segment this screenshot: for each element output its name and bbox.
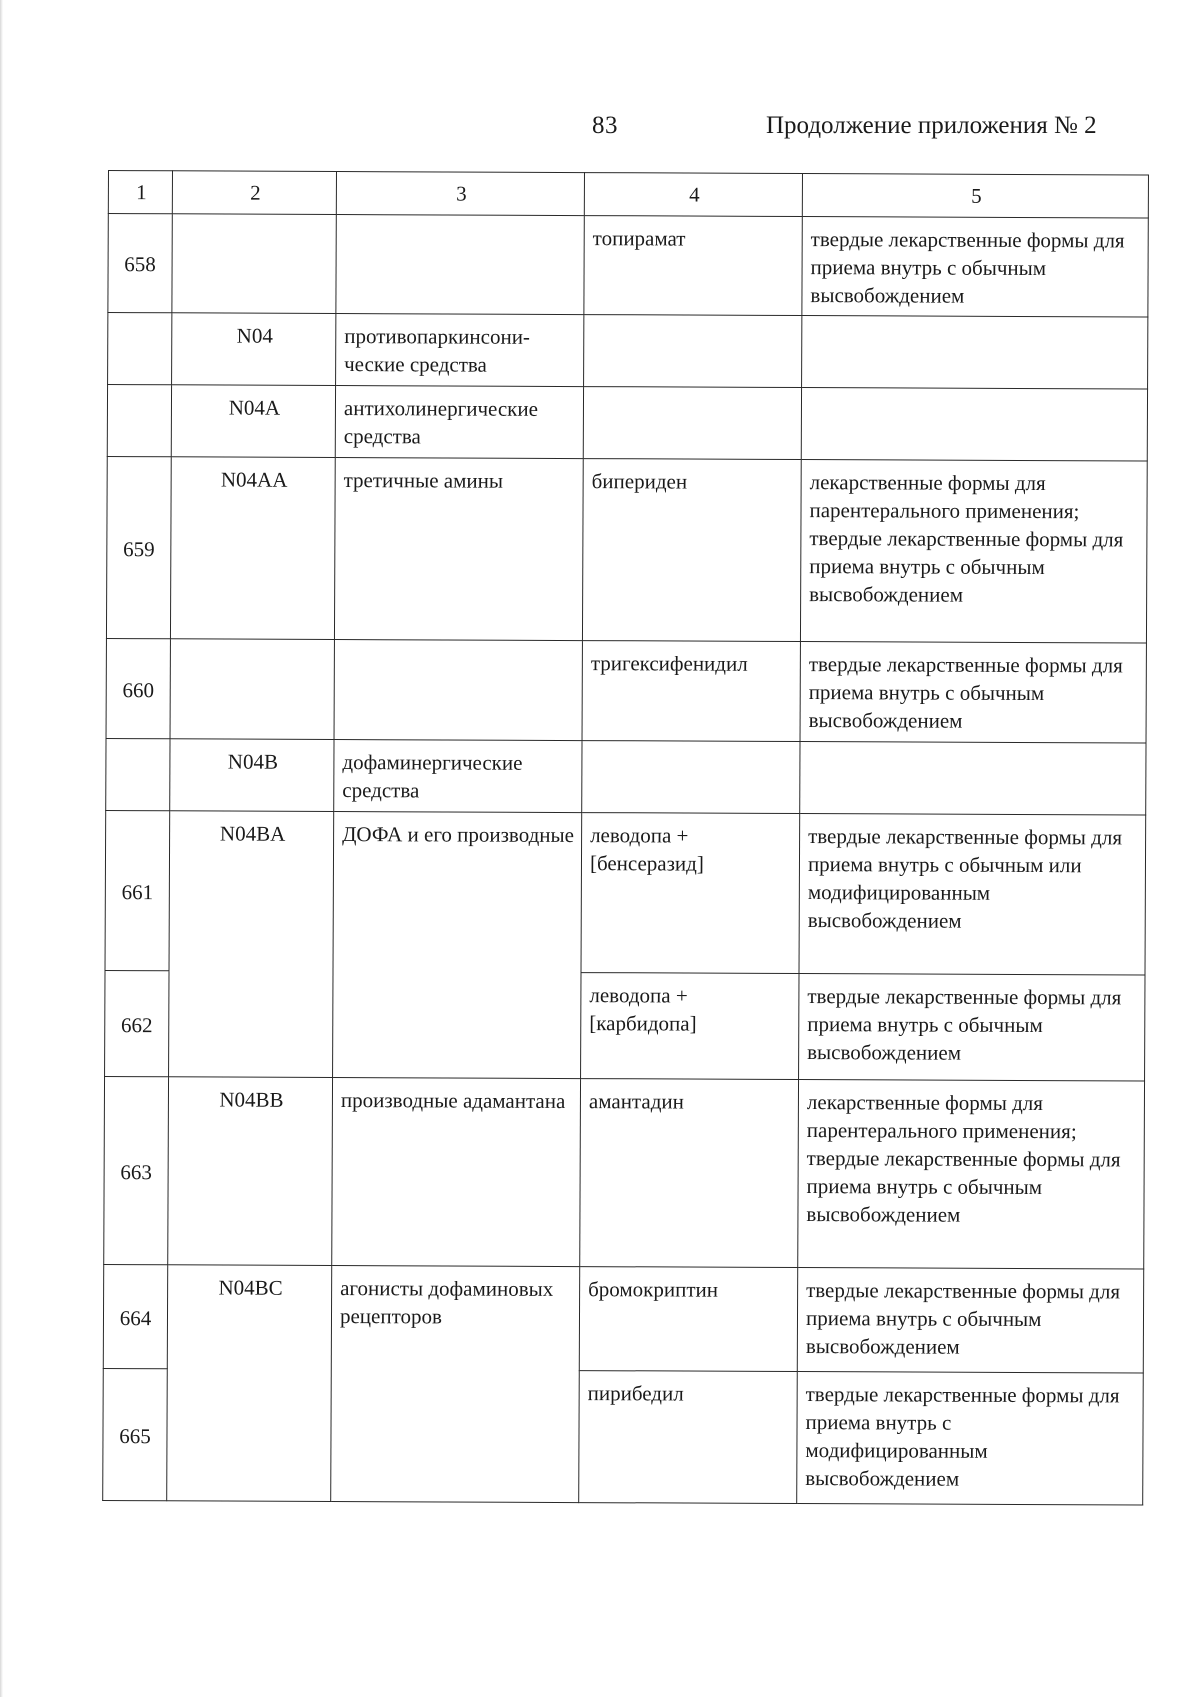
dosage-form bbox=[802, 316, 1148, 390]
drug-name: пирибедил bbox=[579, 1371, 798, 1504]
group-name: производные адамантана bbox=[332, 1077, 581, 1266]
column-header: 5 bbox=[802, 174, 1148, 219]
dosage-form bbox=[801, 388, 1147, 462]
column-header: 4 bbox=[584, 173, 802, 217]
dosage-form: твердые лекарственные формы для приема внутрь с обычным высвобождением bbox=[800, 642, 1146, 744]
row-number: 663 bbox=[104, 1076, 169, 1264]
dosage-form: твердые лекарственные формы для приема внутрь с обычным или модифицированным высвобождением bbox=[799, 814, 1146, 976]
table-row bbox=[106, 738, 1146, 815]
group-name: дофаминергические средства bbox=[334, 739, 582, 812]
table-row bbox=[108, 313, 1148, 390]
table-row bbox=[105, 810, 1146, 975]
group-name: третичные амины bbox=[334, 457, 583, 640]
dosage-form: твердые лекарственные формы для приема внутрь с обычным высвобождением bbox=[799, 974, 1145, 1082]
group-name: противопаркинсони-ческие средства bbox=[336, 313, 584, 386]
group-name: антихолинергические средства bbox=[335, 385, 583, 458]
atc-code: N04BB bbox=[168, 1077, 333, 1266]
atc-code: N04A bbox=[171, 385, 335, 458]
atc-code: N04AA bbox=[170, 457, 335, 640]
atc-code: N04B bbox=[170, 739, 334, 812]
row-number: 659 bbox=[106, 456, 171, 638]
drug-name: амантадин bbox=[580, 1079, 799, 1268]
drug-name bbox=[583, 387, 801, 460]
group-name: агонисты дофаминовых рецепторов bbox=[331, 1265, 580, 1502]
scan-edge-shadow bbox=[0, 0, 3, 1697]
table-row bbox=[107, 385, 1147, 462]
drug-name: бромокриптин bbox=[579, 1267, 797, 1372]
group-name bbox=[334, 639, 582, 740]
column-header: 2 bbox=[172, 171, 336, 215]
table-header-row bbox=[108, 171, 1148, 219]
row-number: 660 bbox=[106, 638, 170, 738]
table-row bbox=[106, 638, 1146, 743]
atc-code bbox=[172, 214, 336, 314]
table-row bbox=[104, 1076, 1145, 1269]
row-number bbox=[107, 385, 171, 457]
dosage-form: твердые лекарственные формы для приема внутрь с обычным высвобождением bbox=[797, 1268, 1143, 1374]
atc-code: N04BC bbox=[167, 1265, 332, 1502]
table-row bbox=[106, 456, 1147, 643]
dosage-form bbox=[800, 742, 1146, 816]
row-number: 664 bbox=[103, 1264, 167, 1368]
atc-code bbox=[170, 639, 334, 740]
column-header: 1 bbox=[108, 171, 172, 214]
group-name bbox=[336, 214, 584, 314]
drug-name: леводопа + [карбидопа] bbox=[581, 973, 799, 1080]
drug-name: леводопа + [бенсеразид] bbox=[581, 813, 800, 974]
table-row bbox=[108, 214, 1148, 318]
row-number: 665 bbox=[103, 1368, 168, 1500]
row-number bbox=[108, 313, 172, 385]
dosage-form: лекарственные формы для парентерального применения; твердые лекарственные формы для приема внутрь с обычным высвобождением bbox=[798, 1080, 1145, 1270]
column-header: 3 bbox=[336, 171, 584, 215]
row-number bbox=[106, 738, 170, 810]
appendix-title: Продолжение приложения № 2 bbox=[766, 112, 1097, 139]
atc-code: N04 bbox=[172, 313, 336, 386]
drug-name: бипериден bbox=[582, 459, 801, 642]
medicines-table-wrapper bbox=[102, 170, 1148, 1506]
row-number: 658 bbox=[108, 214, 172, 313]
atc-code: N04BA bbox=[169, 811, 334, 1078]
row-number: 662 bbox=[105, 970, 169, 1076]
group-name: ДОФА и его производные bbox=[333, 811, 582, 1078]
drug-name bbox=[582, 741, 800, 814]
page-number: 83 bbox=[592, 112, 618, 139]
table-row bbox=[103, 1264, 1143, 1373]
dosage-form: лекарственные формы для парентерального применения; твердые лекарственные формы для приема внутрь с обычным высвобождением bbox=[800, 460, 1147, 644]
medicines-table bbox=[102, 170, 1149, 1506]
drug-name: тригексифенидил bbox=[582, 641, 800, 742]
drug-name: топирамат bbox=[584, 216, 802, 316]
drug-name bbox=[584, 315, 802, 388]
row-number: 661 bbox=[105, 810, 170, 970]
dosage-form: твердые лекарственные формы для приема внутрь с модифицированным высвобождением bbox=[797, 1372, 1144, 1506]
dosage-form: твердые лекарственные формы для приема внутрь с обычным высвобождением bbox=[802, 217, 1148, 318]
